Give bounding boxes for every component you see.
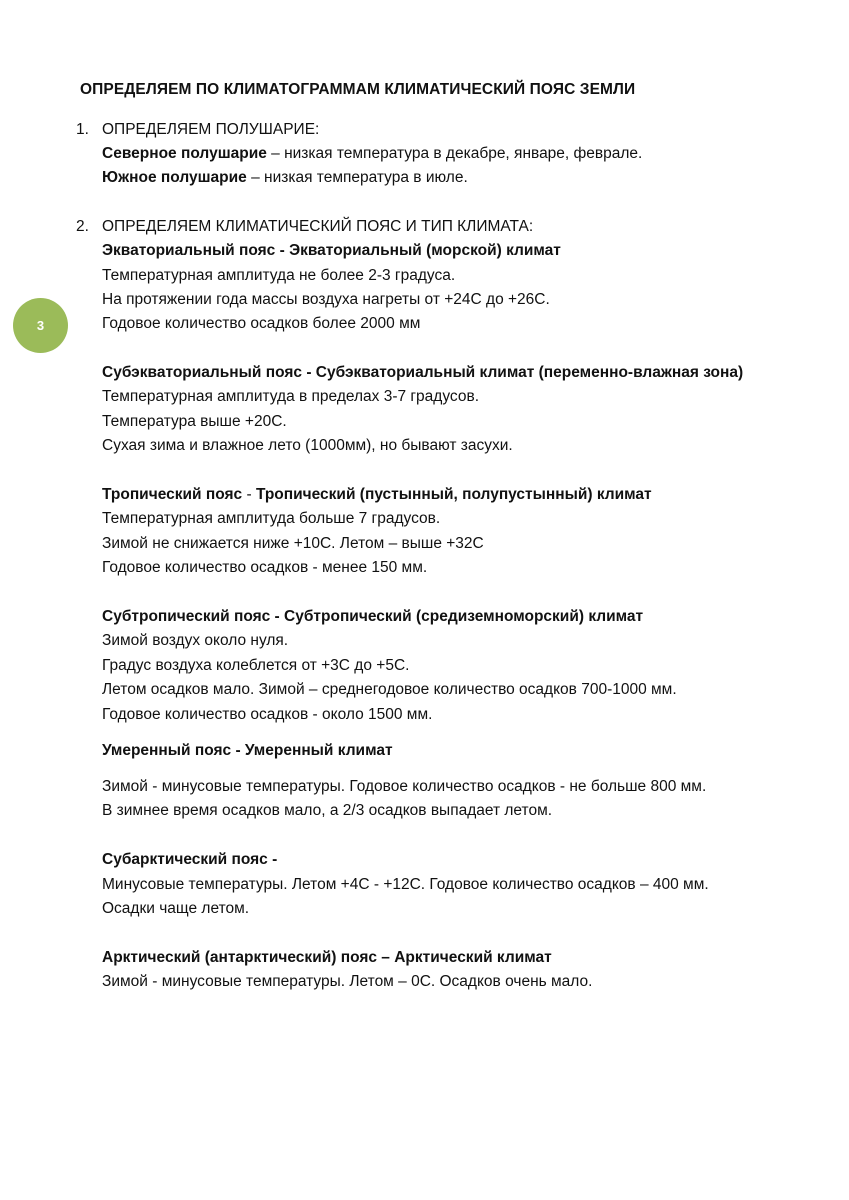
southern-hemisphere-label: Южное полушарие (102, 169, 247, 186)
subarctic-line: Осадки чаще летом. (102, 900, 250, 917)
tropical-line: Температурная амплитуда больше 7 градусов. (102, 510, 441, 527)
subtropical-belt-heading: Субтропический пояс - Субтропический (средиземноморский) климат (102, 608, 644, 625)
section-2-number: 2. (76, 218, 89, 235)
southern-hemisphere-line (102, 168, 468, 188)
subequatorial-line: Температура выше +20С. (102, 413, 287, 430)
page-number: 3 (36, 318, 45, 333)
tropical-belt-separator: - (242, 486, 256, 503)
subequatorial-belt-heading: Субэкваториальный пояс - Субэкваториальный климат (переменно-влажная зона) (102, 364, 744, 381)
section-1-number: 1. (76, 121, 89, 138)
arctic-belt-heading: Арктический (антарктический) пояс – Арктический климат (102, 949, 552, 966)
subtropical-line: Градус воздуха колеблется от +3С до +5С. (102, 657, 410, 674)
page-number-badge (13, 298, 68, 353)
subequatorial-line: Температурная амплитуда в пределах 3-7 градусов. (102, 388, 480, 405)
subtropical-line: Летом осадков мало. Зимой – среднегодовое количество осадков 700-1000 мм. (102, 681, 677, 698)
subequatorial-line: Сухая зима и влажное лето (1000мм), но бывают засухи. (102, 437, 513, 454)
section-1-heading: ОПРЕДЕЛЯЕМ ПОЛУШАРИЕ: (102, 121, 320, 138)
equatorial-belt-heading: Экваториальный пояс - Экваториальный (морской) климат (102, 242, 561, 259)
tropical-climate-name: Тропический (пустынный, полупустынный) климат (255, 486, 652, 503)
tropical-line: Годовое количество осадков - менее 150 мм. (102, 559, 428, 576)
tropical-line: Зимой не снижается ниже +10С. Летом – выше +32С (102, 535, 484, 552)
northern-hemisphere-line (102, 144, 642, 164)
tropical-belt-heading (102, 485, 652, 505)
subarctic-line: Минусовые температуры. Летом +4С - +12С. Годовое количество осадков – 400 мм. (102, 876, 709, 893)
equatorial-line: На протяжении года массы воздуха нагреты от +24С до +26С. (102, 291, 550, 308)
tropical-belt-name: Тропический пояс (102, 486, 243, 503)
temperate-line: Зимой - минусовые температуры. Годовое количество осадков - не больше 800 мм. (102, 778, 707, 795)
southern-hemisphere-text: – низкая температура в июле. (246, 169, 468, 186)
section-2-heading: ОПРЕДЕЛЯЕМ КЛИМАТИЧЕСКИЙ ПОЯС И ТИП КЛИМАТА: (102, 218, 534, 235)
temperate-line: В зимнее время осадков мало, а 2/3 осадков выпадает летом. (102, 802, 553, 819)
northern-hemisphere-text: – низкая температура в декабре, январе, феврале. (266, 145, 643, 162)
document-title: ОПРЕДЕЛЯЕМ ПО КЛИМАТОГРАММАМ КЛИМАТИЧЕСКИЙ ПОЯС ЗЕМЛИ (80, 81, 636, 98)
equatorial-line: Годовое количество осадков более 2000 мм (102, 315, 421, 332)
northern-hemisphere-label: Северное полушарие (102, 145, 267, 162)
temperate-belt-heading: Умеренный пояс - Умеренный климат (102, 742, 393, 759)
subtropical-line: Зимой воздух около нуля. (102, 632, 289, 649)
subarctic-belt-heading: Субарктический пояс - (102, 851, 278, 868)
equatorial-line: Температурная амплитуда не более 2-3 градуса. (102, 267, 456, 284)
subtropical-line: Годовое количество осадков - около 1500 мм. (102, 706, 433, 723)
arctic-line: Зимой - минусовые температуры. Летом – 0С. Осадков очень мало. (102, 973, 593, 990)
